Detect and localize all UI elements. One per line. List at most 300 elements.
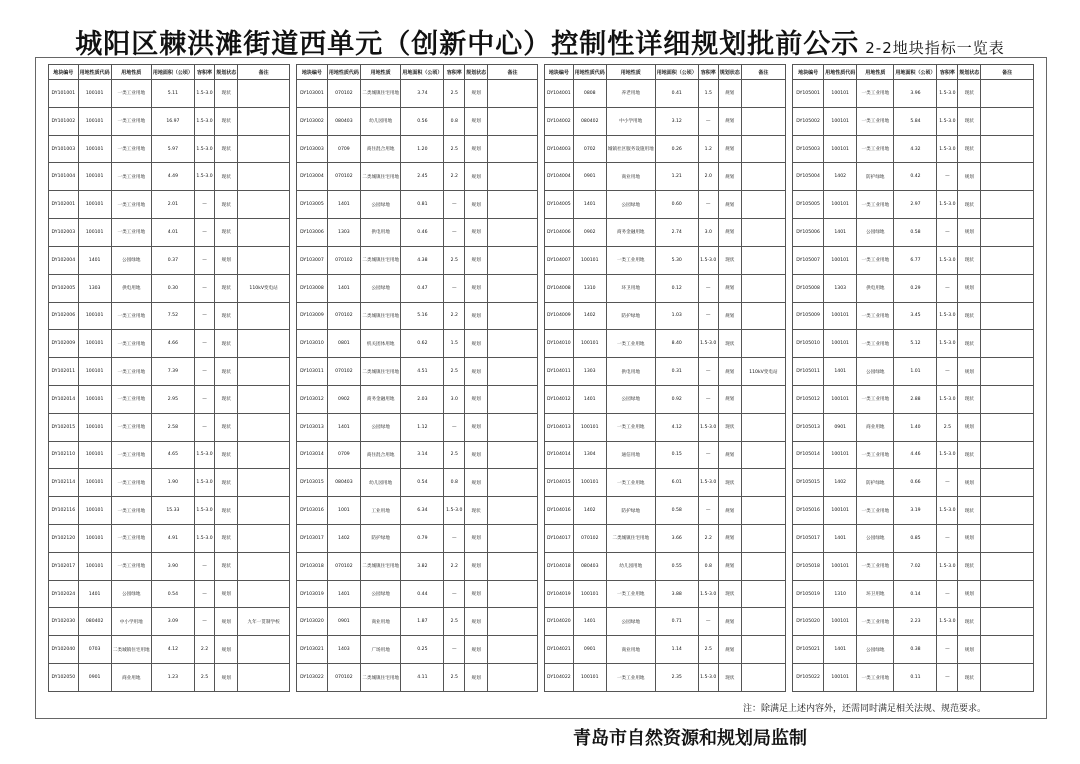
table-cell: 4.38 bbox=[401, 246, 444, 274]
table-cell: DY102001 bbox=[49, 191, 79, 219]
table-cell: DY104004 bbox=[545, 163, 574, 191]
table-cell bbox=[981, 441, 1034, 469]
table-cell: DY104010 bbox=[545, 330, 574, 358]
table-cell: 一类工业用地 bbox=[606, 664, 655, 692]
column-header: 用地面积（公顷） bbox=[655, 65, 698, 80]
table-cell: 规划 bbox=[465, 636, 488, 664]
table-cell: 1.5-3.0 bbox=[937, 497, 958, 525]
table-cell: 0.29 bbox=[894, 274, 937, 302]
table-cell: 1401 bbox=[327, 191, 360, 219]
table-cell: 100101 bbox=[78, 497, 111, 525]
table-cell: 0.8 bbox=[444, 469, 465, 497]
table-row bbox=[793, 385, 1034, 413]
table-cell: DY102015 bbox=[49, 413, 79, 441]
table-cell: 1401 bbox=[327, 274, 360, 302]
table-cell: 现状 bbox=[215, 163, 238, 191]
table-cell: 一类工业用地 bbox=[111, 107, 151, 135]
table-cell: 现状 bbox=[718, 469, 741, 497]
table-cell: 3.96 bbox=[894, 80, 937, 108]
table-row bbox=[49, 246, 290, 274]
table-cell: 0.37 bbox=[151, 246, 194, 274]
table-cell bbox=[741, 274, 785, 302]
table-cell bbox=[741, 608, 785, 636]
table-cell: 4.11 bbox=[401, 664, 444, 692]
table-cell: 防护绿地 bbox=[606, 497, 655, 525]
table-cell: 1310 bbox=[573, 274, 606, 302]
table-cell: 一类工业用地 bbox=[606, 330, 655, 358]
table-cell: 现状 bbox=[215, 330, 238, 358]
table-cell: 规划 bbox=[465, 385, 488, 413]
table-cell: 2.5 bbox=[444, 608, 465, 636]
table-cell: 公园绿地 bbox=[606, 608, 655, 636]
table-cell: 100101 bbox=[78, 441, 111, 469]
table-row bbox=[49, 358, 290, 386]
table-cell: 1.90 bbox=[151, 469, 194, 497]
table-cell: DY105007 bbox=[793, 246, 824, 274]
table-row bbox=[49, 302, 290, 330]
table-cell bbox=[741, 330, 785, 358]
column-header: 用地性质 bbox=[111, 65, 151, 80]
column-header: 备注 bbox=[741, 65, 785, 80]
table-cell: 二类城镇住宅用地 bbox=[360, 163, 400, 191]
table-cell: 2.5 bbox=[698, 636, 718, 664]
table-cell: 1.5-3.0 bbox=[698, 246, 718, 274]
table-cell: 070102 bbox=[327, 552, 360, 580]
table-cell: 5.16 bbox=[401, 302, 444, 330]
table-row bbox=[49, 107, 290, 135]
table-cell: 0901 bbox=[327, 608, 360, 636]
table-cell: 0.81 bbox=[401, 191, 444, 219]
table-cell: 0901 bbox=[573, 636, 606, 664]
table-cell bbox=[238, 664, 290, 692]
table-cell: DY104011 bbox=[545, 358, 574, 386]
table-cell: 0.62 bbox=[401, 330, 444, 358]
table-cell: DY103018 bbox=[297, 552, 328, 580]
table-cell: 2.97 bbox=[894, 191, 937, 219]
table-cell: 2.5 bbox=[194, 664, 214, 692]
table-cell: 现状 bbox=[215, 552, 238, 580]
table-row bbox=[49, 135, 290, 163]
table-cell: 2.95 bbox=[151, 385, 194, 413]
table-cell: 070102 bbox=[327, 80, 360, 108]
table-cell: 15.33 bbox=[151, 497, 194, 525]
table-row bbox=[545, 636, 786, 664]
table-cell bbox=[741, 191, 785, 219]
table-cell: 防护绿地 bbox=[606, 302, 655, 330]
table-cell bbox=[981, 302, 1034, 330]
table-cell: 二类城镇住宅用地 bbox=[360, 358, 400, 386]
table-cell: 规划 bbox=[718, 80, 741, 108]
table-cell bbox=[238, 552, 290, 580]
table-cell: 现状 bbox=[215, 302, 238, 330]
table-cell: 0901 bbox=[824, 413, 857, 441]
table-row bbox=[297, 525, 538, 553]
table-cell: 3.14 bbox=[401, 441, 444, 469]
table-cell: 现状 bbox=[215, 358, 238, 386]
table-cell bbox=[488, 219, 538, 247]
table-cell: 1.2 bbox=[698, 135, 718, 163]
table-cell: 供电用地 bbox=[111, 274, 151, 302]
table-cell: 110kV变电站 bbox=[741, 358, 785, 386]
table-cell: 一类工业用地 bbox=[111, 219, 151, 247]
table-cell bbox=[488, 441, 538, 469]
table-cell: DY102030 bbox=[49, 608, 79, 636]
table-row bbox=[49, 636, 290, 664]
table-cell: 环卫用地 bbox=[606, 274, 655, 302]
table-cell: 规划 bbox=[958, 469, 981, 497]
table-cell: DY105003 bbox=[793, 135, 824, 163]
table-cell: 2.2 bbox=[698, 525, 718, 553]
table-cell: 6.01 bbox=[655, 469, 698, 497]
column-header: 规划状态 bbox=[215, 65, 238, 80]
table-cell: — bbox=[194, 302, 214, 330]
table-cell: DY103003 bbox=[297, 135, 328, 163]
table-row bbox=[793, 302, 1034, 330]
table-cell bbox=[741, 441, 785, 469]
table-cell: 二类城镇住宅用地 bbox=[360, 80, 400, 108]
table-cell: 0.8 bbox=[444, 107, 465, 135]
table-cell: 1401 bbox=[78, 246, 111, 274]
table-cell: 2.35 bbox=[655, 664, 698, 692]
column-header: 规划状态 bbox=[958, 65, 981, 80]
table-cell: 规划 bbox=[465, 525, 488, 553]
table-cell bbox=[488, 358, 538, 386]
table-cell: — bbox=[444, 191, 465, 219]
table-cell: — bbox=[698, 107, 718, 135]
table-cell: DY105017 bbox=[793, 525, 824, 553]
table-cell: 1001 bbox=[327, 497, 360, 525]
table-cell: 规划 bbox=[718, 107, 741, 135]
table-cell: 二类城镇住宅用地 bbox=[111, 636, 151, 664]
table-cell: 现状 bbox=[958, 80, 981, 108]
table-cell: 规划 bbox=[465, 441, 488, 469]
table-cell: DY103002 bbox=[297, 107, 328, 135]
table-cell: 5.30 bbox=[655, 246, 698, 274]
table-cell: 商务金融用地 bbox=[360, 385, 400, 413]
table-row bbox=[793, 580, 1034, 608]
table-cell: 1401 bbox=[824, 219, 857, 247]
table-cell: — bbox=[698, 358, 718, 386]
table-cell bbox=[981, 135, 1034, 163]
table-cell: 2.01 bbox=[151, 191, 194, 219]
table-cell: 2.5 bbox=[444, 664, 465, 692]
table-cell bbox=[741, 413, 785, 441]
table-cell: DY102040 bbox=[49, 636, 79, 664]
table-cell: — bbox=[194, 358, 214, 386]
table-cell bbox=[981, 497, 1034, 525]
table-cell: 1401 bbox=[824, 636, 857, 664]
table-cell: 080403 bbox=[327, 469, 360, 497]
table-cell bbox=[238, 525, 290, 553]
table-cell: DY102005 bbox=[49, 274, 79, 302]
table-cell bbox=[741, 552, 785, 580]
table-cell: 规划 bbox=[718, 163, 741, 191]
table-cell: DY104021 bbox=[545, 636, 574, 664]
table-row bbox=[545, 191, 786, 219]
table-cell: 8.40 bbox=[655, 330, 698, 358]
table-cell: DY104012 bbox=[545, 385, 574, 413]
table-row bbox=[545, 497, 786, 525]
table-cell: DY102003 bbox=[49, 219, 79, 247]
table-cell: DY103020 bbox=[297, 608, 328, 636]
table-frame bbox=[35, 57, 1047, 719]
column-header: 用地面积（公顷） bbox=[894, 65, 937, 80]
table-cell: 一类工业用地 bbox=[857, 302, 894, 330]
table-cell: 一类工业用地 bbox=[606, 580, 655, 608]
table-cell: 1.5-3.0 bbox=[698, 580, 718, 608]
table-cell: 1.5-3.0 bbox=[194, 135, 214, 163]
table-cell: 2.45 bbox=[401, 163, 444, 191]
table-cell: DY103013 bbox=[297, 413, 328, 441]
table-cell bbox=[488, 525, 538, 553]
table-row bbox=[793, 636, 1034, 664]
table-cell: 现状 bbox=[215, 219, 238, 247]
table-cell: 现状 bbox=[958, 302, 981, 330]
table-cell: 0902 bbox=[327, 385, 360, 413]
table-row bbox=[49, 525, 290, 553]
table-cell: 规划 bbox=[465, 580, 488, 608]
table-cell: 1.5-3.0 bbox=[937, 385, 958, 413]
table-cell: — bbox=[698, 441, 718, 469]
table-cell: DY102116 bbox=[49, 497, 79, 525]
table-cell: 规划 bbox=[215, 664, 238, 692]
table-cell: 规划 bbox=[465, 107, 488, 135]
table-cell: 规划 bbox=[215, 636, 238, 664]
table-cell: 4.49 bbox=[151, 163, 194, 191]
table-cell: 1.5-3.0 bbox=[937, 246, 958, 274]
table-cell: DY104013 bbox=[545, 413, 574, 441]
table-cell: 0.85 bbox=[894, 525, 937, 553]
table-cell: 一类工业用地 bbox=[857, 385, 894, 413]
table-cell: 一类工业用地 bbox=[606, 413, 655, 441]
table-cell: 100101 bbox=[573, 664, 606, 692]
table-cell: DY104006 bbox=[545, 219, 574, 247]
table-row bbox=[297, 413, 538, 441]
table-cell: 现状 bbox=[958, 385, 981, 413]
table-cell: 1.5-3.0 bbox=[937, 191, 958, 219]
table-row bbox=[793, 469, 1034, 497]
table-cell: 100101 bbox=[573, 330, 606, 358]
table-cell: 4.12 bbox=[655, 413, 698, 441]
table-cell: 100101 bbox=[78, 552, 111, 580]
table-cell: DY105006 bbox=[793, 219, 824, 247]
table-cell: 2.2 bbox=[444, 163, 465, 191]
table-cell: DY105016 bbox=[793, 497, 824, 525]
table-cell: 环卫用地 bbox=[857, 580, 894, 608]
table-row bbox=[545, 107, 786, 135]
table-cell: DY103011 bbox=[297, 358, 328, 386]
table-cell: 规划 bbox=[718, 191, 741, 219]
table-row bbox=[297, 107, 538, 135]
table-cell: 现状 bbox=[958, 664, 981, 692]
table-cell: 0709 bbox=[327, 441, 360, 469]
indicator-table-2 bbox=[296, 64, 538, 692]
table-cell: 现状 bbox=[718, 246, 741, 274]
table-row bbox=[793, 80, 1034, 108]
table-cell bbox=[981, 608, 1034, 636]
table-cell: DY105015 bbox=[793, 469, 824, 497]
table-cell: 080402 bbox=[573, 107, 606, 135]
table-row bbox=[297, 135, 538, 163]
table-cell: 现状 bbox=[958, 107, 981, 135]
table-cell: DY103005 bbox=[297, 191, 328, 219]
table-cell bbox=[488, 302, 538, 330]
table-cell: 1402 bbox=[573, 302, 606, 330]
table-cell: 公园绿地 bbox=[360, 580, 400, 608]
table-row bbox=[793, 107, 1034, 135]
table-cell bbox=[488, 107, 538, 135]
table-row bbox=[545, 385, 786, 413]
table-cell: 公园绿地 bbox=[111, 580, 151, 608]
table-cell: 二类城镇住宅用地 bbox=[360, 552, 400, 580]
table-cell: 0.54 bbox=[401, 469, 444, 497]
table-cell: 100101 bbox=[824, 302, 857, 330]
table-cell: 一类工业用地 bbox=[111, 441, 151, 469]
table-cell: — bbox=[698, 385, 718, 413]
table-cell: 0.14 bbox=[894, 580, 937, 608]
table-cell: 1402 bbox=[573, 497, 606, 525]
table-row bbox=[793, 525, 1034, 553]
table-cell: 6.34 bbox=[401, 497, 444, 525]
table-cell: 1.14 bbox=[655, 636, 698, 664]
table-cell: 公园绿地 bbox=[360, 413, 400, 441]
table-cell: 工业用地 bbox=[360, 497, 400, 525]
table-row bbox=[545, 664, 786, 692]
table-cell: 规划 bbox=[958, 580, 981, 608]
table-cell: 070102 bbox=[327, 163, 360, 191]
table-cell: 规划 bbox=[465, 330, 488, 358]
table-cell: 0709 bbox=[327, 135, 360, 163]
table-cell: 商业用地 bbox=[606, 163, 655, 191]
table-cell bbox=[741, 219, 785, 247]
table-cell: 一类工业用地 bbox=[857, 552, 894, 580]
table-panels bbox=[48, 64, 1034, 692]
table-cell: DY102014 bbox=[49, 385, 79, 413]
table-row bbox=[297, 608, 538, 636]
table-cell: 4.51 bbox=[401, 358, 444, 386]
column-header: 用地面积（公顷） bbox=[401, 65, 444, 80]
table-cell: — bbox=[194, 191, 214, 219]
table-cell bbox=[981, 664, 1034, 692]
table-cell: 公园绿地 bbox=[606, 385, 655, 413]
table-cell: 100101 bbox=[824, 330, 857, 358]
table-cell bbox=[488, 413, 538, 441]
indicator-table-1 bbox=[48, 64, 290, 692]
table-cell: 100101 bbox=[78, 80, 111, 108]
table-cell: 防护绿地 bbox=[360, 525, 400, 553]
table-row bbox=[793, 497, 1034, 525]
table-cell bbox=[981, 330, 1034, 358]
table-cell: 商业用地 bbox=[857, 413, 894, 441]
table-cell bbox=[488, 552, 538, 580]
table-cell: 二类城镇住宅用地 bbox=[360, 302, 400, 330]
table-cell: 幼儿园用地 bbox=[360, 107, 400, 135]
table-cell: 现状 bbox=[958, 330, 981, 358]
table-row bbox=[793, 274, 1034, 302]
column-header: 用地性质代码 bbox=[824, 65, 857, 80]
table-cell: DY104020 bbox=[545, 608, 574, 636]
table-cell: DY102024 bbox=[49, 580, 79, 608]
table-row bbox=[49, 469, 290, 497]
table-cell: 机关团体用地 bbox=[360, 330, 400, 358]
table-cell: 100101 bbox=[78, 525, 111, 553]
table-cell: DY105014 bbox=[793, 441, 824, 469]
table-row bbox=[545, 246, 786, 274]
table-row bbox=[793, 358, 1034, 386]
table-row bbox=[545, 80, 786, 108]
table-cell: DY104014 bbox=[545, 441, 574, 469]
table-cell: 一类工业用地 bbox=[111, 135, 151, 163]
table-row bbox=[793, 135, 1034, 163]
table-cell: 二类城镇住宅用地 bbox=[606, 525, 655, 553]
table-cell: 现状 bbox=[215, 191, 238, 219]
table-cell: 公园绿地 bbox=[857, 219, 894, 247]
table-row bbox=[49, 441, 290, 469]
table-cell: 100101 bbox=[78, 135, 111, 163]
column-header: 地块编号 bbox=[793, 65, 824, 80]
table-cell: 一类工业用地 bbox=[111, 358, 151, 386]
table-cell: 现状 bbox=[215, 135, 238, 163]
table-cell: 规划 bbox=[958, 525, 981, 553]
column-header: 地块编号 bbox=[49, 65, 79, 80]
table-cell: — bbox=[194, 330, 214, 358]
table-cell: 080403 bbox=[573, 552, 606, 580]
table-cell: 1.5-3.0 bbox=[698, 469, 718, 497]
table-cell bbox=[238, 163, 290, 191]
table-cell bbox=[488, 636, 538, 664]
table-cell: 1.5-3.0 bbox=[194, 497, 214, 525]
table-row bbox=[545, 441, 786, 469]
table-cell: DY104002 bbox=[545, 107, 574, 135]
table-cell: — bbox=[194, 552, 214, 580]
table-cell: 1401 bbox=[78, 580, 111, 608]
table-cell: — bbox=[937, 525, 958, 553]
table-row bbox=[297, 80, 538, 108]
table-cell bbox=[488, 274, 538, 302]
table-row bbox=[545, 274, 786, 302]
table-cell: 规划 bbox=[958, 358, 981, 386]
table-cell: 100101 bbox=[78, 163, 111, 191]
table-row bbox=[793, 191, 1034, 219]
table-cell: 商业用地 bbox=[360, 608, 400, 636]
table-cell: DY105012 bbox=[793, 385, 824, 413]
table-cell: 一类工业用地 bbox=[111, 552, 151, 580]
table-cell: 现状 bbox=[958, 608, 981, 636]
table-cell: 规划 bbox=[958, 636, 981, 664]
table-cell: 一类工业用地 bbox=[857, 664, 894, 692]
table-row bbox=[545, 302, 786, 330]
table-cell: 2.5 bbox=[937, 413, 958, 441]
table-row bbox=[49, 163, 290, 191]
table-cell: 0901 bbox=[573, 163, 606, 191]
table-cell: 1401 bbox=[824, 525, 857, 553]
table-cell: 规划 bbox=[465, 358, 488, 386]
table-cell: — bbox=[194, 274, 214, 302]
table-cell: 现状 bbox=[215, 441, 238, 469]
table-cell: 一类工业用地 bbox=[111, 385, 151, 413]
table-cell: 100101 bbox=[824, 441, 857, 469]
table-cell bbox=[741, 135, 785, 163]
table-cell: 供电用地 bbox=[360, 219, 400, 247]
table-cell: 1401 bbox=[573, 191, 606, 219]
table-cell: 1.5-3.0 bbox=[937, 608, 958, 636]
table-cell bbox=[238, 580, 290, 608]
table-cell: DY104001 bbox=[545, 80, 574, 108]
table-cell bbox=[488, 497, 538, 525]
table-cell: 4.91 bbox=[151, 525, 194, 553]
table-cell bbox=[741, 385, 785, 413]
table-cell: 商住混合用地 bbox=[360, 135, 400, 163]
